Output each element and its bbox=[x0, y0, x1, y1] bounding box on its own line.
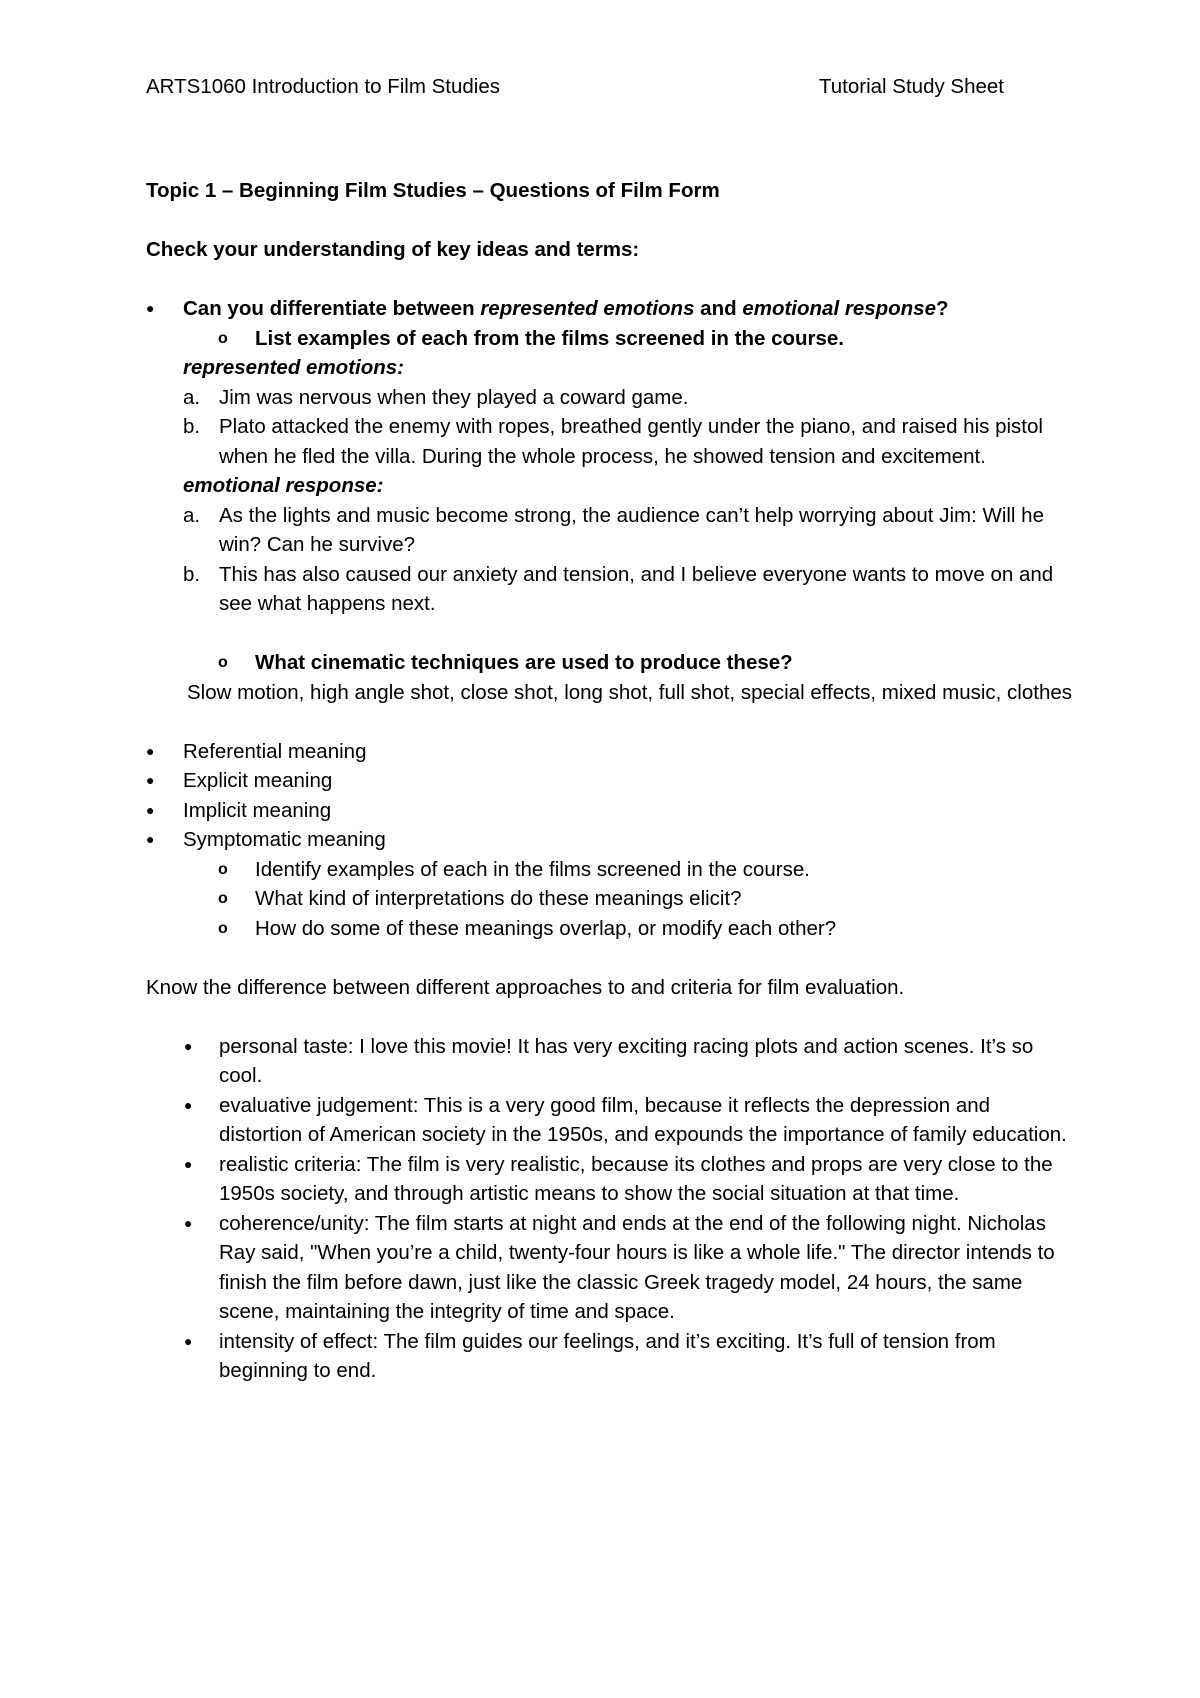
list-item: ● personal taste: I love this movie! It has very exciting racing plots and action scenes. It’s so cool. bbox=[146, 1032, 1076, 1091]
techniques-answer: Slow motion, high angle shot, close shot, long shot, full shot, special effects, mixed music, clothes bbox=[187, 680, 1072, 704]
evaluation-intro: Know the difference between different approaches to and criteria for film evaluation. bbox=[146, 975, 905, 999]
check-heading: Check your understanding of key ideas and terms: bbox=[146, 238, 640, 261]
circle-bullet-icon: o bbox=[218, 919, 228, 937]
list-item: ● Explicit meaning bbox=[146, 766, 1076, 796]
bullet-icon: ● bbox=[146, 772, 155, 788]
circle-bullet-icon: o bbox=[218, 654, 228, 671]
bullet-icon: ● bbox=[184, 1155, 193, 1172]
list-item: b. This has also caused our anxiety and tension, and I believe everyone wants to move on and see what happens next. bbox=[183, 562, 1054, 615]
bullet-icon: ● bbox=[146, 300, 155, 316]
sub-question-techniques: o What cinematic techniques are used to produce these? bbox=[146, 648, 1076, 678]
list-item: a. Jim was nervous when they played a coward game. bbox=[183, 385, 689, 409]
term-emotional-response: emotional response bbox=[742, 297, 936, 320]
list-item: b. Plato attacked the enemy with ropes, breathed gently under the piano, and raised his pistol when he fled the villa. During the whole process, he showed tension and excitement. bbox=[183, 415, 1043, 468]
list-item: o Identify examples of each in the films screened in the course. bbox=[146, 855, 1076, 885]
list-item: o How do some of these meanings overlap, or modify each other? bbox=[146, 914, 1076, 944]
emotional-response-label: emotional response: bbox=[183, 474, 384, 497]
list-item: ● intensity of effect: The film guides our feelings, and it’s exciting. It’s full of tension from beginning to end. bbox=[146, 1327, 1076, 1386]
list-item: ● evaluative judgement: This is a very good film, because it reflects the depression and distortion of American society in the 1950s, and expounds the importance of family education. bbox=[146, 1091, 1076, 1150]
list-item: o What kind of interpretations do these meanings elicit? bbox=[146, 884, 1076, 914]
bullet-icon: ● bbox=[146, 831, 155, 847]
page-header bbox=[146, 72, 1004, 102]
list-item: ● Implicit meaning bbox=[146, 796, 1076, 826]
bullet-icon: ● bbox=[146, 742, 155, 759]
bullet-icon: ● bbox=[184, 1214, 193, 1231]
represented-emotions-label: represented emotions: bbox=[183, 356, 404, 379]
circle-bullet-icon: o bbox=[218, 860, 228, 878]
bullet-icon: ● bbox=[184, 1037, 193, 1054]
bullet-icon: ● bbox=[184, 1332, 193, 1349]
list-item: ● coherence/unity: The film starts at night and ends at the end of the following night. Nicholas Ray said, "When you’re a child, twenty-four hours is like a whole life." The director intends to finish the film before dawn, just like the classic Greek tragedy model, 24 hours, the same scene, maintaining the integrity of time and space. bbox=[146, 1209, 1076, 1327]
term-represented-emotions: represented emotions bbox=[480, 297, 695, 320]
document-body bbox=[146, 176, 1076, 1386]
sheet-title: Tutorial Study Sheet bbox=[819, 75, 1004, 98]
course-title: ARTS1060 Introduction to Film Studies bbox=[146, 75, 500, 98]
list-item: ● Referential meaning bbox=[146, 737, 1076, 767]
sub-question-list-examples: o List examples of each from the films screened in the course. bbox=[146, 324, 1076, 354]
bullet-icon: ● bbox=[184, 1096, 193, 1113]
list-item: ● realistic criteria: The film is very realistic, because its clothes and props are very close to the 1950s society, and through artistic means to show the social situation at that time. bbox=[146, 1150, 1076, 1209]
circle-bullet-icon: o bbox=[218, 329, 228, 347]
list-item: a. As the lights and music become strong, the audience can’t help worrying about Jim: Will he win? Can he survive? bbox=[183, 503, 1044, 556]
question-emotions: ● Can you differentiate between represented emotions and emotional response? bbox=[146, 294, 1076, 324]
topic-heading: Topic 1 – Beginning Film Studies – Questions of Film Form bbox=[146, 179, 720, 202]
circle-bullet-icon: o bbox=[218, 890, 228, 907]
bullet-icon: ● bbox=[146, 801, 155, 818]
list-item: ● Symptomatic meaning bbox=[146, 825, 1076, 855]
